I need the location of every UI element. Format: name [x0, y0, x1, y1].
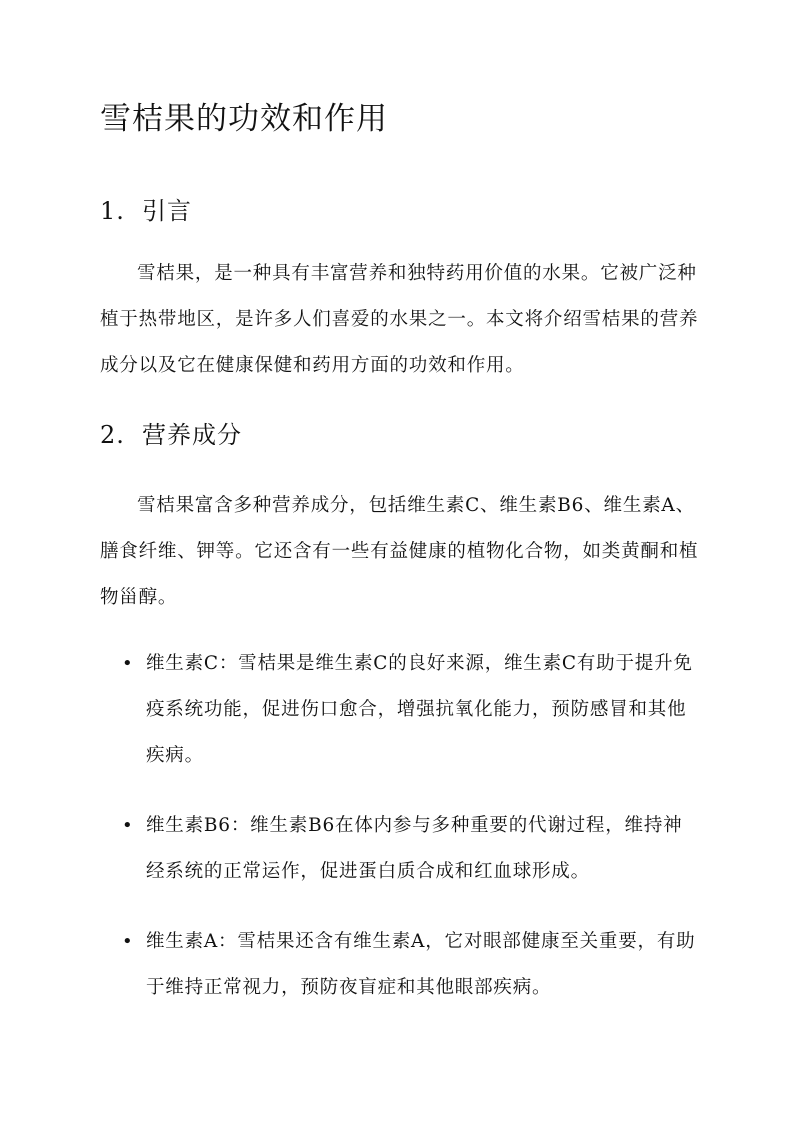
list-item-text: 维生素B6：维生素B6在体内参与多种重要的代谢过程，维持神经系统的正常运作，促进蛋白质合成和红血球形成。 — [146, 815, 683, 882]
section-number: 2. — [100, 421, 125, 449]
section-number: 1. — [100, 197, 125, 225]
list-item-vitamin-a — [122, 919, 700, 1011]
bullet-marker: • — [122, 653, 133, 674]
list-item-vitamin-c — [122, 641, 700, 779]
list-item-vitamin-b6 — [122, 803, 700, 895]
list-item-text: 维生素A：雪桔果还含有维生素A，它对眼部健康至关重要，有助于维持正常视力，预防夜盲症和其他眼部疾病。 — [146, 931, 696, 998]
intro-paragraph: 雪桔果，是一种具有丰富营养和独特药用价值的水果。它被广泛种植于热带地区，是许多人们喜爱的水果之一。本文将介绍雪桔果的营养成分以及它在健康保健和药用方面的功效和作用。 — [100, 263, 699, 376]
nutrition-paragraph: 雪桔果富含多种营养成分，包括维生素C、维生素B6、维生素A、膳食纤维、钾等。它还含有一些有益健康的植物化合物，如类黄酮和植物甾醇。 — [100, 495, 699, 608]
bullet-marker: • — [122, 931, 133, 952]
document-title: 雪桔果的功效和作用 — [100, 101, 388, 137]
section-heading-intro — [100, 193, 700, 229]
section-title: 引言 — [142, 197, 192, 225]
nutrient-list — [100, 641, 700, 1011]
section-heading-nutrition — [100, 417, 700, 453]
bullet-marker: • — [122, 815, 133, 836]
list-item-text: 维生素C：雪桔果是维生素C的良好来源，维生素C有助于提升免疫系统功能，促进伤口愈合，增强抗氧化能力，预防感冒和其他疾病。 — [146, 653, 693, 766]
section-title: 营养成分 — [142, 421, 242, 449]
